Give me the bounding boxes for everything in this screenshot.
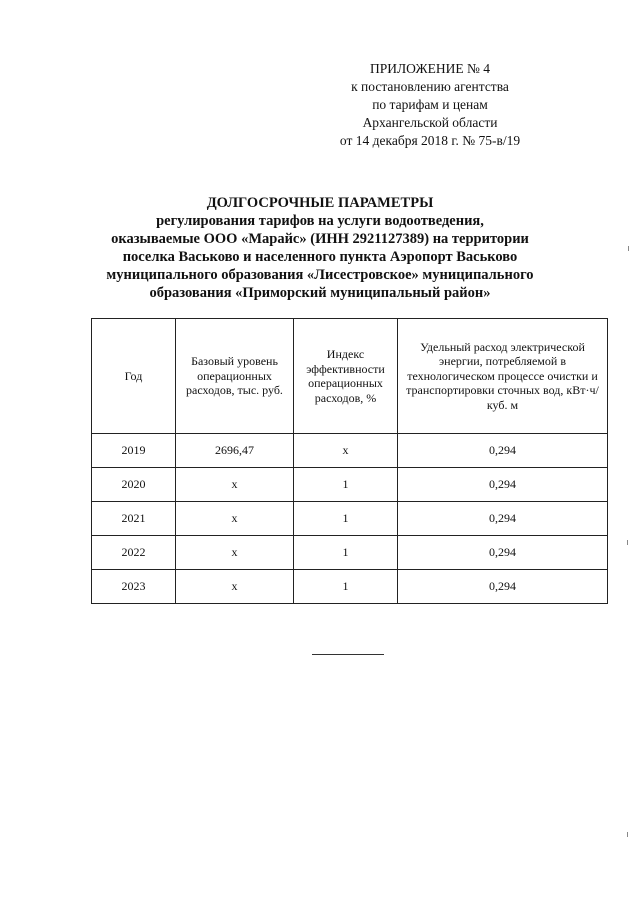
cell-energy-consumption: 0,294 <box>398 468 608 502</box>
title-line: поселка Васьково и населенного пункта Аэропорт Васьково <box>122 249 518 265</box>
table-row <box>92 536 608 570</box>
cell-energy-consumption: 0,294 <box>398 502 608 536</box>
header-efficiency-index: Индекс эффективности операционных расходов, % <box>294 319 398 434</box>
title-heading: ДОЛГОСРОЧНЫЕ ПАРАМЕТРЫ <box>206 195 434 211</box>
end-divider-line <box>312 654 384 655</box>
cell-energy-consumption: 0,294 <box>398 536 608 570</box>
appendix-line: к постановлению агентства <box>351 79 509 94</box>
cell-year: 2021 <box>92 502 176 536</box>
cell-efficiency-index: 1 <box>294 570 398 604</box>
scan-artifact-mark <box>628 246 629 251</box>
document-title <box>80 194 560 302</box>
scan-artifact-mark <box>627 832 628 837</box>
cell-base-opex: x <box>176 570 294 604</box>
table-row <box>92 468 608 502</box>
cell-energy-consumption: 0,294 <box>398 434 608 468</box>
table-row <box>92 502 608 536</box>
parameters-table <box>91 318 608 604</box>
scan-artifact-mark <box>627 540 628 545</box>
cell-year: 2019 <box>92 434 176 468</box>
appendix-number: ПРИЛОЖЕНИЕ № 4 <box>369 61 491 76</box>
header-year: Год <box>92 319 176 434</box>
title-line: образования «Приморский муниципальный район» <box>149 285 491 301</box>
cell-base-opex: x <box>176 536 294 570</box>
table-header-row <box>92 319 608 434</box>
appendix-line: по тарифам и ценам <box>372 97 488 112</box>
cell-year: 2020 <box>92 468 176 502</box>
table-row <box>92 570 608 604</box>
cell-base-opex: x <box>176 502 294 536</box>
cell-efficiency-index: 1 <box>294 536 398 570</box>
cell-efficiency-index: x <box>294 434 398 468</box>
cell-efficiency-index: 1 <box>294 468 398 502</box>
title-line: регулирования тарифов на услуги водоотведения, <box>156 213 484 229</box>
appendix-line: Архангельской области <box>362 115 498 130</box>
appendix-header <box>300 60 560 150</box>
header-base-opex: Базовый уровень операционных расходов, тыс. руб. <box>176 319 294 434</box>
cell-year: 2022 <box>92 536 176 570</box>
table-row <box>92 434 608 468</box>
title-line: оказываемые ООО «Марайс» (ИНН 2921127389) на территории <box>111 231 529 247</box>
header-energy-consumption: Удельный расход электрической энергии, потребляемой в технологическом процессе очистки и транспортировки сточных вод, кВт·ч/куб. м <box>398 319 608 434</box>
cell-base-opex: 2696,47 <box>176 434 294 468</box>
cell-base-opex: x <box>176 468 294 502</box>
cell-efficiency-index: 1 <box>294 502 398 536</box>
appendix-date-line: от 14 декабря 2018 г. № 75-в/19 <box>339 133 521 148</box>
cell-energy-consumption: 0,294 <box>398 570 608 604</box>
cell-year: 2023 <box>92 570 176 604</box>
title-line: муниципального образования «Лисестровское» муниципального <box>106 267 534 283</box>
